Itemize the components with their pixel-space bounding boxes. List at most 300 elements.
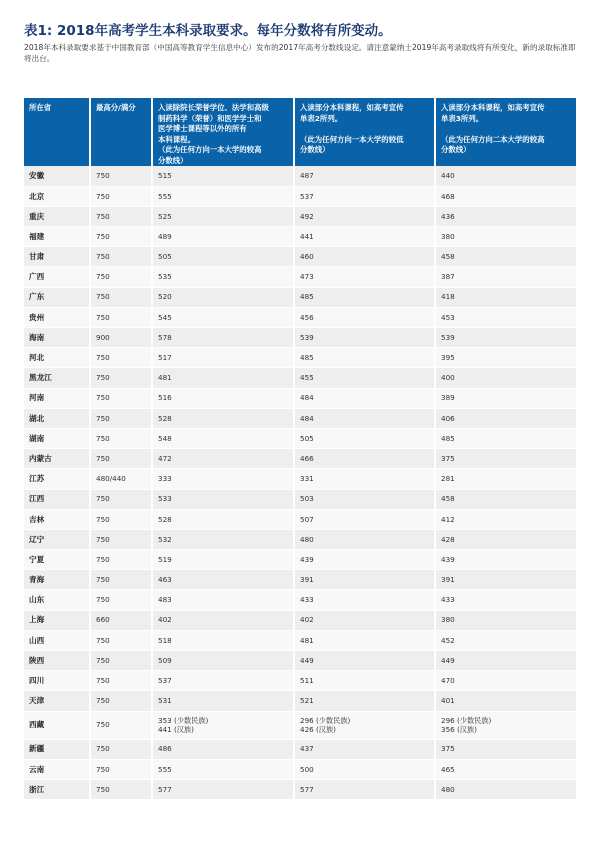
score-value: 353 (少数民族) <box>158 715 209 725</box>
score-cell <box>152 779 294 799</box>
score-cell <box>294 267 435 287</box>
max-score-cell: 750 <box>90 550 152 570</box>
max-score-cell: 750 <box>90 287 152 307</box>
intro-paragraph: 2018年本科录取要求基于中国教育部（中国高等教育学生信息中心）发布的2017年高考分数线设定。请注意蒙纳士2019年高考录取线将有所变化，新的录取标准即将出台。 <box>24 43 576 63</box>
score-value: 458 <box>441 252 455 262</box>
score-value: 485 <box>300 292 314 302</box>
admission-requirements-table <box>24 98 576 800</box>
score-cell <box>435 307 576 327</box>
score-cell <box>294 739 435 759</box>
score-cell <box>294 428 435 448</box>
header-line: 单表3所列。 <box>441 113 484 123</box>
score-cell <box>294 550 435 570</box>
score-cell <box>435 247 576 267</box>
header-line: （此为任何方向二本大学的较高 <box>441 134 545 144</box>
score-cell <box>435 570 576 590</box>
score-value: 535 <box>158 272 172 282</box>
score-value: 439 <box>441 554 455 564</box>
province-cell: 宁夏 <box>24 550 90 570</box>
score-cell <box>294 651 435 671</box>
score-value: 296 (少数民族) <box>300 715 351 725</box>
table-row <box>24 469 576 489</box>
max-score-cell: 750 <box>90 671 152 691</box>
score-cell <box>294 671 435 691</box>
score-cell <box>435 428 576 448</box>
max-score-cell: 750 <box>90 691 152 711</box>
score-value: 505 <box>300 433 314 443</box>
score-value: 503 <box>300 494 314 504</box>
score-cell <box>152 590 294 610</box>
score-cell <box>435 779 576 799</box>
score-value: 489 <box>158 231 172 241</box>
score-cell <box>152 509 294 529</box>
score-cell <box>152 428 294 448</box>
province-cell: 海南 <box>24 328 90 348</box>
table-row <box>24 570 576 590</box>
max-score-cell: 750 <box>90 368 152 388</box>
score-value: 500 <box>300 764 314 774</box>
score-value: 402 <box>158 615 172 625</box>
score-cell <box>152 739 294 759</box>
score-cell <box>294 759 435 779</box>
table-row <box>24 388 576 408</box>
score-cell <box>294 509 435 529</box>
score-value: 460 <box>300 252 314 262</box>
score-value: 436 <box>441 211 455 221</box>
score-cell <box>435 408 576 428</box>
score-value: 452 <box>441 635 455 645</box>
score-value: 391 <box>441 575 455 585</box>
table-row <box>24 408 576 428</box>
table-row <box>24 550 576 570</box>
score-cell <box>435 287 576 307</box>
score-cell <box>435 227 576 247</box>
score-value: 483 <box>158 595 172 605</box>
table-row <box>24 267 576 287</box>
province-cell: 江西 <box>24 489 90 509</box>
score-cell <box>435 759 576 779</box>
score-cell <box>152 529 294 549</box>
table-row <box>24 759 576 779</box>
province-cell: 湖南 <box>24 428 90 448</box>
score-value: 472 <box>158 453 172 463</box>
score-value: 426 (汉族) <box>300 725 336 735</box>
column-header-max-score <box>90 98 152 166</box>
max-score-cell: 750 <box>90 186 152 206</box>
province-cell: 四川 <box>24 671 90 691</box>
score-value: 296 (少数民族) <box>441 715 492 725</box>
page-title: 表1: 2018年高考学生本科录取要求。每年分数将有所变动。 <box>24 23 392 39</box>
score-cell <box>152 348 294 368</box>
score-value: 470 <box>441 676 455 686</box>
score-value: 545 <box>158 312 172 322</box>
score-value: 401 <box>441 696 455 706</box>
score-cell <box>152 388 294 408</box>
score-value: 441 (汉族) <box>158 725 194 735</box>
score-cell <box>152 610 294 630</box>
province-cell: 陕西 <box>24 651 90 671</box>
score-value: 555 <box>158 764 172 774</box>
score-cell <box>152 227 294 247</box>
score-cell <box>152 408 294 428</box>
header-line: 制药科学（荣誉）和医学学士和 <box>158 113 262 123</box>
table-row <box>24 590 576 610</box>
max-score-cell: 900 <box>90 328 152 348</box>
score-value: 528 <box>158 413 172 423</box>
header-line: 分数线） <box>158 155 188 165</box>
score-cell <box>294 186 435 206</box>
max-score-cell: 750 <box>90 408 152 428</box>
score-value: 518 <box>158 635 172 645</box>
score-cell <box>152 267 294 287</box>
score-cell <box>435 388 576 408</box>
table-row <box>24 779 576 799</box>
header-line: 分数线） <box>441 145 471 154</box>
score-value: 485 <box>300 353 314 363</box>
score-cell <box>152 711 294 739</box>
header-line: 入读部分本科课程，如高考宣传 <box>441 103 545 112</box>
table-row <box>24 610 576 630</box>
score-cell <box>435 651 576 671</box>
score-value: 484 <box>300 393 314 403</box>
score-value: 391 <box>300 575 314 585</box>
score-value: 577 <box>158 784 172 794</box>
score-value: 440 <box>441 171 455 181</box>
table-row <box>24 227 576 247</box>
score-value: 539 <box>300 332 314 342</box>
score-value: 486 <box>158 744 172 754</box>
score-value: 511 <box>300 676 314 686</box>
score-cell <box>152 651 294 671</box>
score-value: 449 <box>441 655 455 665</box>
score-cell <box>435 489 576 509</box>
score-value: 281 <box>441 474 455 484</box>
score-cell <box>435 739 576 759</box>
max-score-cell: 750 <box>90 529 152 549</box>
score-value: 406 <box>441 413 455 423</box>
max-score-cell: 750 <box>90 428 152 448</box>
score-value: 532 <box>158 534 172 544</box>
table-row <box>24 489 576 509</box>
score-value: 481 <box>300 635 314 645</box>
score-value: 515 <box>158 171 172 181</box>
max-score-cell: 750 <box>90 247 152 267</box>
score-value: 520 <box>158 292 172 302</box>
score-cell <box>152 550 294 570</box>
score-value: 484 <box>300 413 314 423</box>
header-line: 医学博士课程等以外的所有 <box>158 124 247 133</box>
table-row <box>24 368 576 388</box>
table-row <box>24 509 576 529</box>
score-value: 531 <box>158 696 172 706</box>
score-value: 548 <box>158 433 172 443</box>
score-value: 433 <box>441 595 455 605</box>
max-score-cell: 750 <box>90 509 152 529</box>
score-value: 539 <box>441 332 455 342</box>
score-cell <box>294 328 435 348</box>
score-value: 375 <box>441 744 455 754</box>
score-cell <box>435 166 576 186</box>
score-cell <box>152 166 294 186</box>
max-score-cell: 750 <box>90 206 152 226</box>
table-row <box>24 711 576 739</box>
header-line: （此为任何方向一本大学的较高 <box>158 145 262 154</box>
score-cell <box>294 489 435 509</box>
province-cell: 上海 <box>24 610 90 630</box>
table-row <box>24 348 576 368</box>
table-row <box>24 206 576 226</box>
score-cell <box>152 469 294 489</box>
score-cell <box>294 307 435 327</box>
max-score-cell: 750 <box>90 348 152 368</box>
score-cell <box>152 287 294 307</box>
score-cell <box>435 550 576 570</box>
score-value: 402 <box>300 615 314 625</box>
score-cell <box>435 328 576 348</box>
max-score-cell: 750 <box>90 759 152 779</box>
score-cell <box>152 671 294 691</box>
score-cell <box>152 247 294 267</box>
province-cell: 江苏 <box>24 469 90 489</box>
score-cell <box>294 711 435 739</box>
score-value: 480 <box>300 534 314 544</box>
max-score-cell: 750 <box>90 570 152 590</box>
score-cell <box>152 630 294 650</box>
score-cell <box>435 206 576 226</box>
table-row <box>24 671 576 691</box>
score-value: 412 <box>441 514 455 524</box>
column-header-table2-programs <box>294 98 435 166</box>
header-line: 入读部分本科课程，如高考宣传 <box>300 103 404 112</box>
score-value: 455 <box>300 373 314 383</box>
table-row <box>24 739 576 759</box>
table-row <box>24 186 576 206</box>
score-value: 480 <box>441 784 455 794</box>
score-cell <box>294 348 435 368</box>
table-row <box>24 651 576 671</box>
score-value: 395 <box>441 353 455 363</box>
header-line <box>300 124 430 135</box>
score-cell <box>294 691 435 711</box>
province-cell: 甘肃 <box>24 247 90 267</box>
score-value: 453 <box>441 312 455 322</box>
max-score-cell: 750 <box>90 388 152 408</box>
score-value: 507 <box>300 514 314 524</box>
max-score-cell: 750 <box>90 489 152 509</box>
max-score-cell: 750 <box>90 227 152 247</box>
header-line <box>441 124 572 135</box>
table-row <box>24 529 576 549</box>
score-cell <box>152 449 294 469</box>
score-cell <box>435 529 576 549</box>
max-score-cell: 750 <box>90 651 152 671</box>
score-value: 437 <box>300 744 314 754</box>
province-cell: 福建 <box>24 227 90 247</box>
score-value: 577 <box>300 784 314 794</box>
header-line: 最高分/满分 <box>96 103 136 112</box>
score-cell <box>435 267 576 287</box>
table-row <box>24 691 576 711</box>
header-line: 分数线） <box>300 145 330 154</box>
score-cell <box>294 287 435 307</box>
table-row <box>24 449 576 469</box>
province-cell: 山西 <box>24 630 90 650</box>
score-cell <box>294 570 435 590</box>
score-value: 380 <box>441 231 455 241</box>
table-body <box>24 166 576 800</box>
max-score-cell: 750 <box>90 590 152 610</box>
province-cell: 河南 <box>24 388 90 408</box>
score-value: 537 <box>158 676 172 686</box>
score-value: 468 <box>441 191 455 201</box>
score-value: 525 <box>158 211 172 221</box>
province-cell: 山东 <box>24 590 90 610</box>
province-cell: 西藏 <box>24 711 90 739</box>
score-value: 516 <box>158 393 172 403</box>
max-score-cell: 750 <box>90 711 152 739</box>
table-row <box>24 166 576 186</box>
score-value: 331 <box>300 474 314 484</box>
max-score-cell: 750 <box>90 267 152 287</box>
score-cell <box>294 368 435 388</box>
table-row <box>24 428 576 448</box>
header-line: 入读除院长荣誉学位、法学和高级 <box>158 103 269 112</box>
score-cell <box>435 186 576 206</box>
score-cell <box>435 691 576 711</box>
province-cell: 辽宁 <box>24 529 90 549</box>
score-cell <box>152 570 294 590</box>
table-row <box>24 287 576 307</box>
header-line: 所在省 <box>29 103 52 112</box>
province-cell: 重庆 <box>24 206 90 226</box>
score-cell <box>435 711 576 739</box>
score-cell <box>152 691 294 711</box>
score-cell <box>294 247 435 267</box>
score-value: 456 <box>300 312 314 322</box>
score-value: 466 <box>300 453 314 463</box>
score-cell <box>294 469 435 489</box>
score-cell <box>294 408 435 428</box>
header-line: （此为任何方向一本大学的较低 <box>300 134 404 144</box>
score-value: 463 <box>158 575 172 585</box>
score-value: 441 <box>300 231 314 241</box>
score-cell <box>435 671 576 691</box>
max-score-cell: 750 <box>90 166 152 186</box>
score-value: 485 <box>441 433 455 443</box>
province-cell: 河北 <box>24 348 90 368</box>
score-cell <box>294 166 435 186</box>
score-cell <box>294 529 435 549</box>
score-value: 533 <box>158 494 172 504</box>
score-cell <box>294 388 435 408</box>
score-cell <box>152 307 294 327</box>
score-value: 449 <box>300 655 314 665</box>
column-header-all-programs <box>152 98 294 166</box>
score-value: 487 <box>300 171 314 181</box>
column-header-province <box>24 98 90 166</box>
score-cell <box>294 610 435 630</box>
max-score-cell: 750 <box>90 449 152 469</box>
score-value: 400 <box>441 373 455 383</box>
table-row <box>24 307 576 327</box>
province-cell: 黑龙江 <box>24 368 90 388</box>
province-cell: 吉林 <box>24 509 90 529</box>
score-cell <box>294 590 435 610</box>
score-cell <box>294 779 435 799</box>
column-header-table3-programs <box>435 98 576 166</box>
score-value: 465 <box>441 764 455 774</box>
max-score-cell: 750 <box>90 779 152 799</box>
max-score-cell: 660 <box>90 610 152 630</box>
score-cell <box>152 489 294 509</box>
province-cell: 内蒙古 <box>24 449 90 469</box>
score-value: 433 <box>300 595 314 605</box>
score-cell <box>435 590 576 610</box>
score-value: 473 <box>300 272 314 282</box>
score-cell <box>435 368 576 388</box>
score-value: 356 (汉族) <box>441 725 477 735</box>
province-cell: 贵州 <box>24 307 90 327</box>
table-row <box>24 328 576 348</box>
max-score-cell: 750 <box>90 307 152 327</box>
province-cell: 新疆 <box>24 739 90 759</box>
score-value: 521 <box>300 696 314 706</box>
score-cell <box>152 186 294 206</box>
score-cell <box>435 509 576 529</box>
score-cell <box>152 206 294 226</box>
score-value: 428 <box>441 534 455 544</box>
score-cell <box>152 368 294 388</box>
score-value: 528 <box>158 514 172 524</box>
score-value: 481 <box>158 373 172 383</box>
score-value: 389 <box>441 393 455 403</box>
score-value: 519 <box>158 554 172 564</box>
score-cell <box>294 630 435 650</box>
province-cell: 广东 <box>24 287 90 307</box>
header-line: 单表2所列。 <box>300 113 343 123</box>
score-cell <box>152 759 294 779</box>
score-cell <box>435 469 576 489</box>
score-value: 380 <box>441 615 455 625</box>
table-header-row <box>24 98 576 166</box>
score-value: 333 <box>158 474 172 484</box>
score-value: 505 <box>158 252 172 262</box>
score-value: 555 <box>158 191 172 201</box>
province-cell: 安徽 <box>24 166 90 186</box>
score-cell <box>435 449 576 469</box>
max-score-cell: 750 <box>90 630 152 650</box>
score-cell <box>435 630 576 650</box>
score-cell <box>294 449 435 469</box>
province-cell: 北京 <box>24 186 90 206</box>
score-value: 537 <box>300 191 314 201</box>
score-cell <box>294 227 435 247</box>
score-value: 578 <box>158 332 172 342</box>
score-value: 458 <box>441 494 455 504</box>
score-value: 509 <box>158 655 172 665</box>
score-value: 492 <box>300 211 314 221</box>
province-cell: 湖北 <box>24 408 90 428</box>
max-score-cell: 480/440 <box>90 469 152 489</box>
table-row <box>24 247 576 267</box>
score-cell <box>435 348 576 368</box>
score-value: 375 <box>441 453 455 463</box>
table-row <box>24 630 576 650</box>
province-cell: 天津 <box>24 691 90 711</box>
province-cell: 青海 <box>24 570 90 590</box>
score-cell <box>435 610 576 630</box>
header-line: 本科课程。 <box>158 134 195 144</box>
